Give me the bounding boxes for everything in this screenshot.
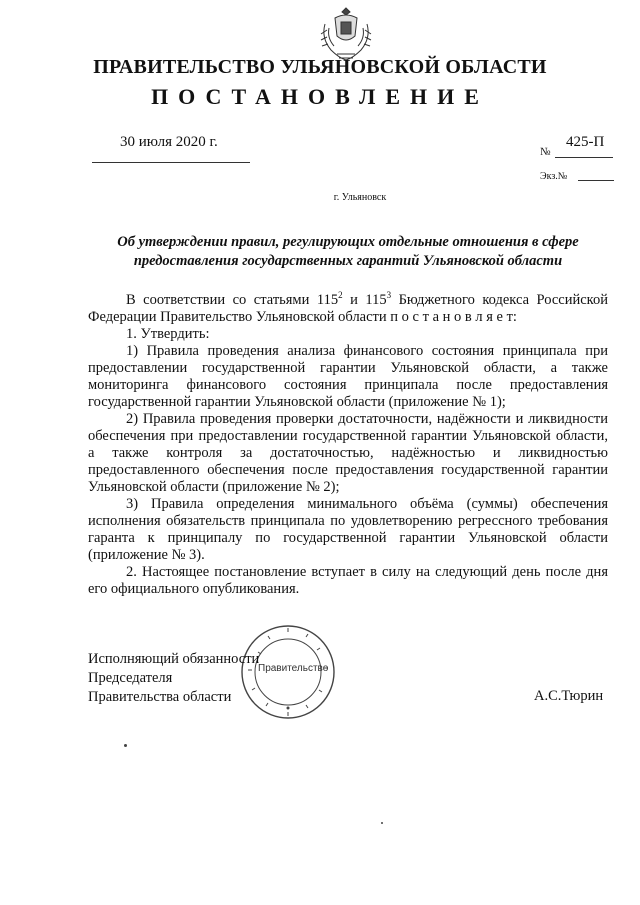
document-title [88,233,608,271]
document-number: 425-П [566,134,605,150]
article-superscript-2: 3 [386,290,392,300]
document-date: 30 июля 2020 г. [120,134,218,150]
signatory-name: А.С.Тюрин [534,688,604,704]
city: г. Ульяновск [333,192,387,203]
copy-underline [578,180,614,181]
signatory-position-3: Правительства области [88,689,232,705]
intro-text-c: Бюджетного кодекса Российской Федерации Правительство Ульяновской области [88,291,608,325]
copy-label: Экз.№ [540,171,568,182]
intro-text-b: и 115 [342,291,387,308]
document-body [88,287,608,598]
number-sign: № [540,146,551,158]
item-1: 1. Утвердить: [126,325,210,342]
coat-of-arms-icon [317,4,375,64]
item-2: 2. Настоящее постановление вступает в силу на следующий день после дня его официального опубликования. [88,563,608,597]
scan-speck [124,744,127,747]
scan-speck [381,822,383,824]
article-superscript-1: 2 [338,290,343,300]
intro-paragraph [88,287,608,326]
seal-text: Правительство [258,663,329,674]
date-underline [92,162,250,163]
item-1-3: 3) Правила определения минимального объёма (суммы) обеспечения исполнения обязательств принципала по удовлетворению регрессного требования гаранта к принципалу по государственной гарантии Ульяновской области (приложение № 3). [88,495,608,563]
signatory-position-2: Председателя [88,670,173,686]
signatory-position-1: Исполняющий обязанности [88,651,260,667]
intro-text-a: В соответствии со статьями 115 [126,291,339,308]
resolves-word: п о с т а н о в л я е т: [390,308,517,325]
signature-block [88,650,259,707]
document-type: ПОСТАНОВЛЕНИЕ [151,84,489,109]
title-line-2: предоставления государственных гарантий Ульяновской области [133,253,563,269]
item-1-1: 1) Правила проведения анализа финансового состояния принципала при предоставлении государственной гарантии Ульяновской области, а также мониторинга финансового состояния принципала после предоставления государственной гарантии Ульяновской области (приложение № 1); [88,342,608,410]
organization-title: ПРАВИТЕЛЬСТВО УЛЬЯНОВСКОЙ ОБЛАСТИ [93,56,547,78]
item-1-2: 2) Правила проведения проверки достаточности, надёжности и ликвидности обеспечения при предоставлении государственной гарантии Ульяновской области, а также контроля за достаточностью, надёжностью и ликвидностью предоставленного обеспечения после предоставления государственной гарантии Ульяновской области (приложение № 2); [88,410,608,495]
number-underline [555,157,613,158]
title-line-1: Об утверждении правил, регулирующих отдельные отношения в сфере [117,234,579,250]
